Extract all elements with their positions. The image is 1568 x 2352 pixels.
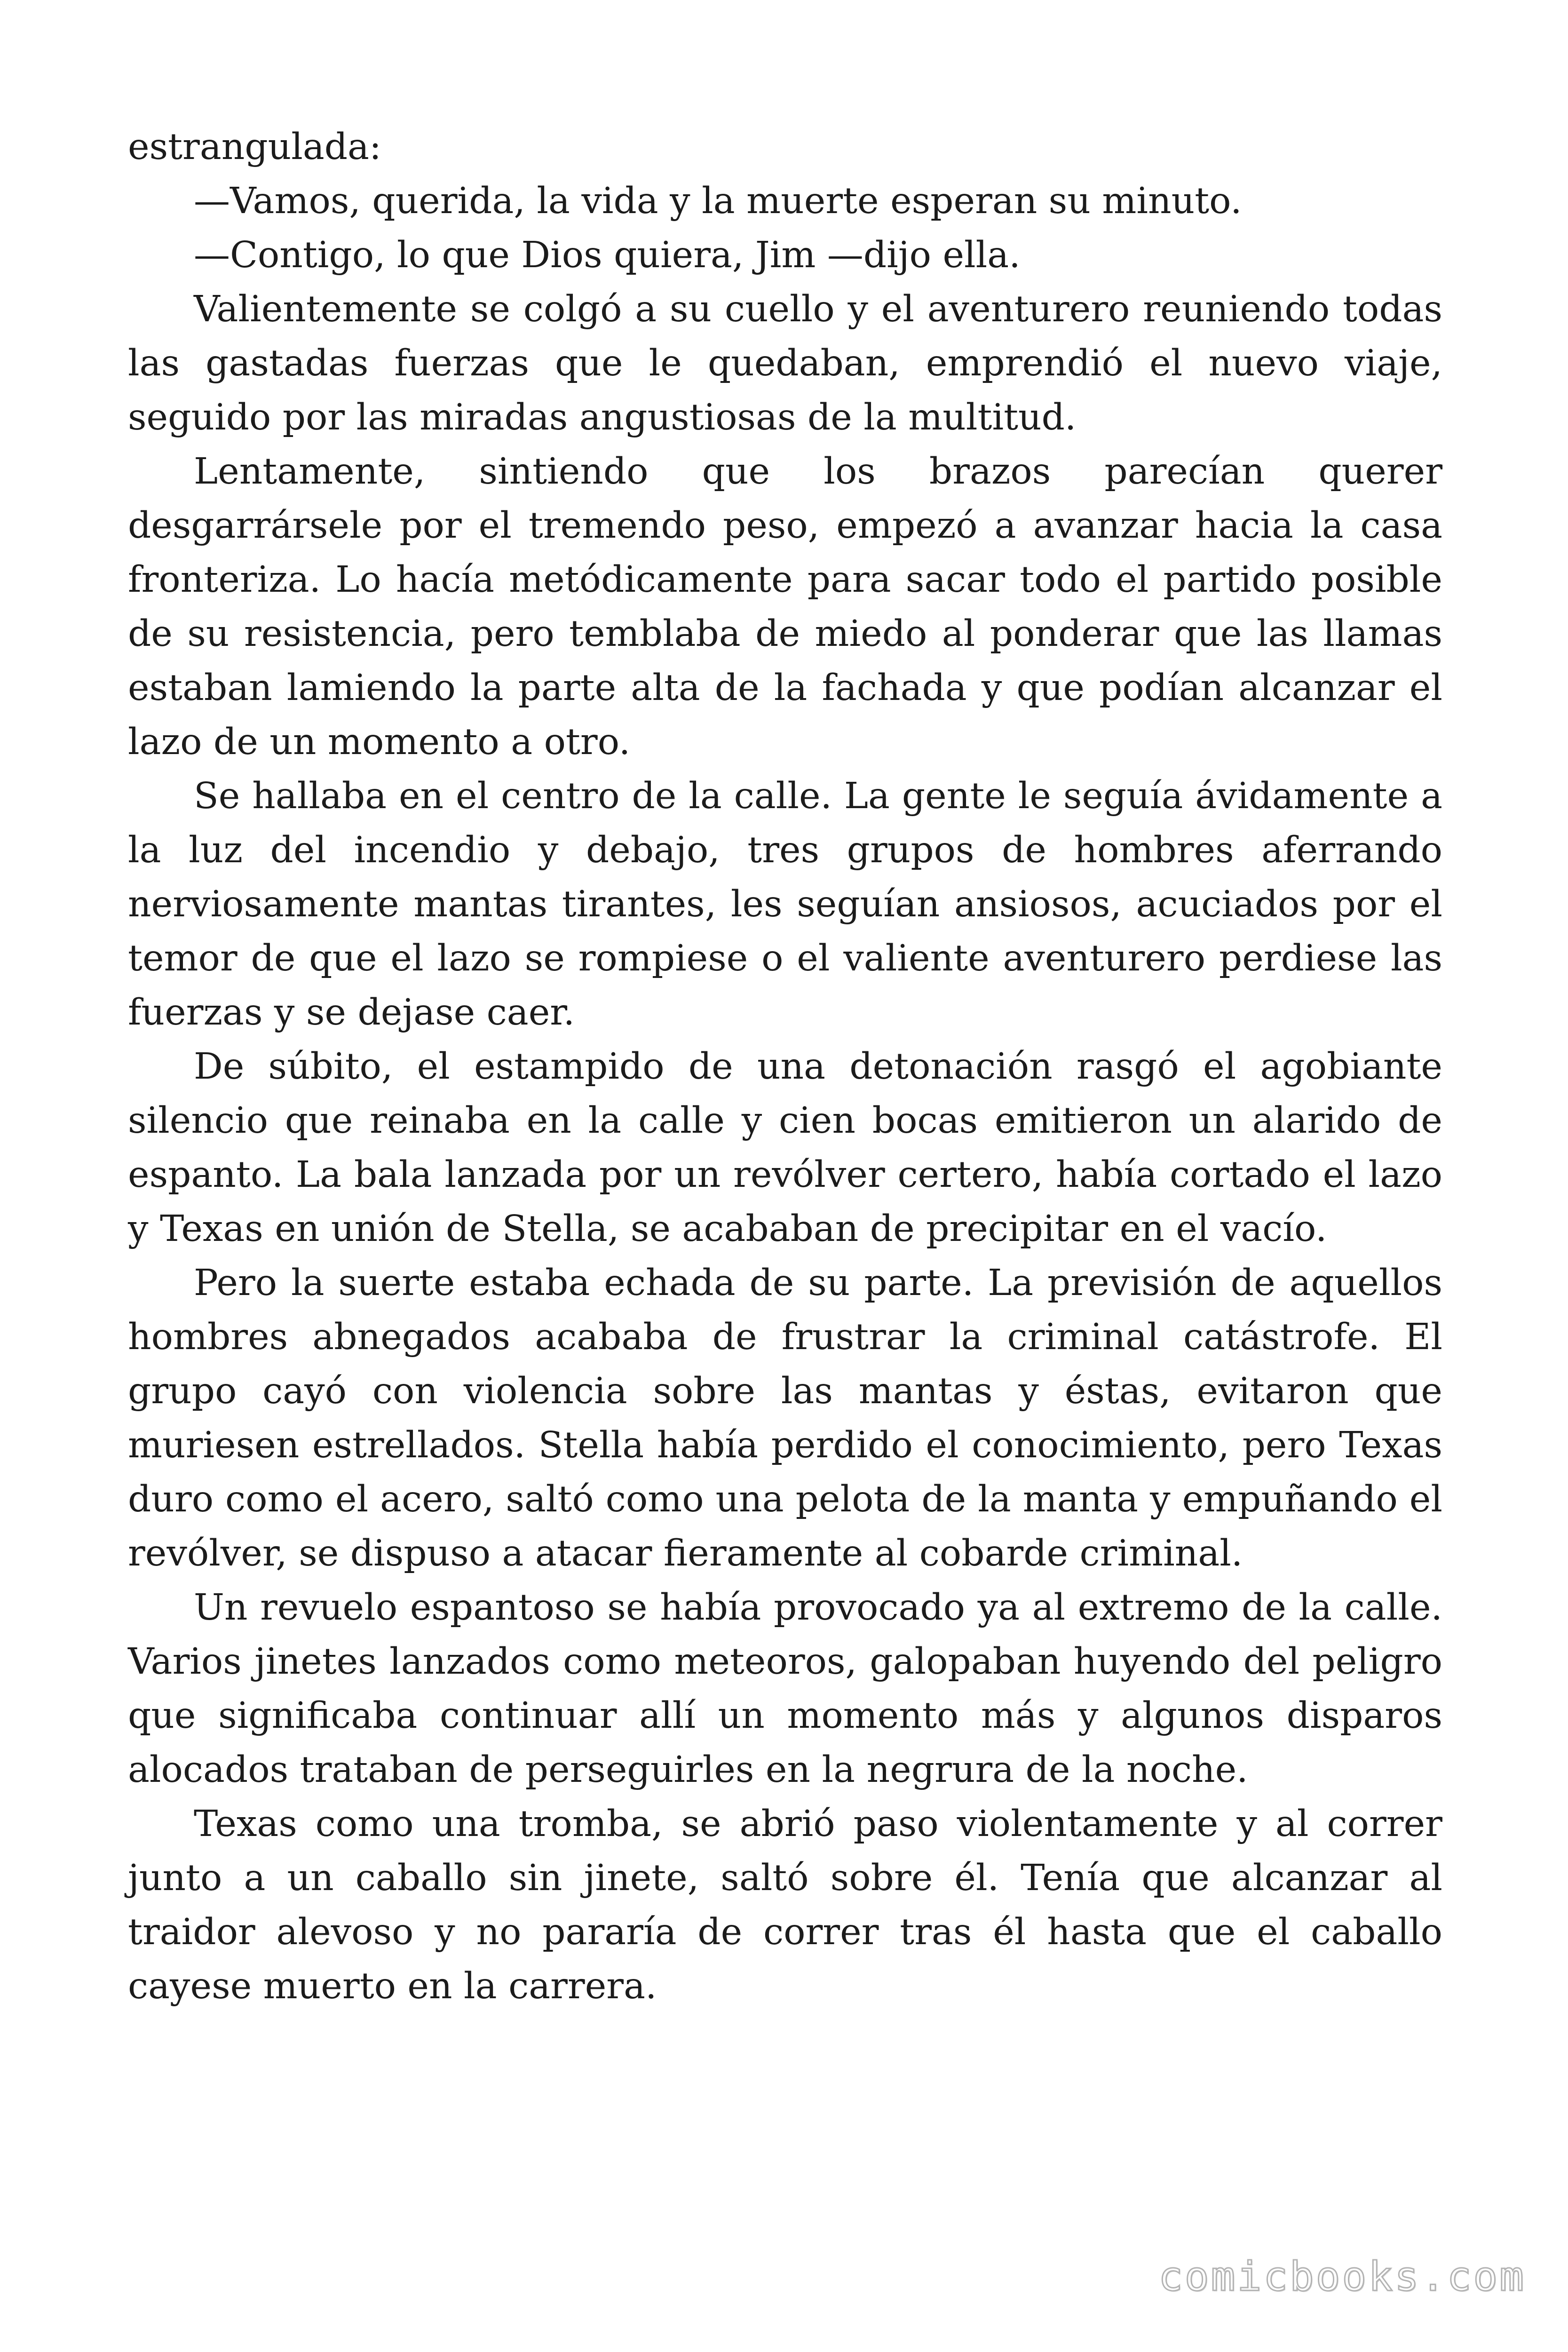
paragraph: Valientemente se colgó a su cuello y el aventurero reuniendo todas las gastadas fuerzas que le quedaban, emprendió el nuevo viaje, seguido por las miradas angustiosas de la multitud. — [128, 288, 1442, 438]
paragraph: Un revuelo espantoso se había provocado ya al extremo de la calle. Varios jinetes lanzados como meteoros, galopaban huyendo del peligro que significaba continuar allí un momento más y algunos disparos alocados trataban de perseguirles en la negrura de la noche. — [128, 1587, 1442, 1791]
watermark: comicbooks.com — [1158, 2253, 1526, 2300]
paragraph: estrangulada: — [128, 126, 381, 168]
body-text — [128, 120, 1442, 2013]
paragraph: —Contigo, lo que Dios quiera, Jim —dijo ella. — [194, 234, 1021, 276]
paragraph: De súbito, el estampido de una detonación rasgó el agobiante silencio que reinaba en la calle y cien bocas emitieron un alarido de espanto. La bala lanzada por un revólver certero, había cortado el lazo y Texas en unión de Stella, se acababan de precipitar en el vacío. — [128, 1046, 1442, 1250]
paragraph: —Vamos, querida, la vida y la muerte esperan su minuto. — [194, 180, 1242, 222]
paragraph: Se hallaba en el centro de la calle. La gente le seguía ávidamente a la luz del incendio y debajo, tres grupos de hombres aferrando nerviosamente mantas tirantes, les seguían ansiosos, acuciados por el temor de que el lazo se rompiese o el valiente aventurero perdiese las fuerzas y se dejase caer. — [128, 775, 1442, 1033]
paragraph: Texas como una tromba, se abrió paso violentamente y al correr junto a un caballo sin jinete, saltó sobre él. Tenía que alcanzar al traidor alevoso y no pararía de correr tras él hasta que el caballo cayese muerto en la carrera. — [128, 1803, 1442, 2007]
paragraph: Lentamente, sintiendo que los brazos parecían querer desgarrársele por el tremendo peso, empezó a avanzar hacia la casa fronteriza. Lo hacía metódicamente para sacar todo el partido posible de su resistencia, pero temblaba de miedo al ponderar que las llamas estaban lamiendo la parte alta de la fachada y que podían alcanzar el lazo de un momento a otro. — [128, 451, 1442, 763]
paragraph: Pero la suerte estaba echada de su parte. La previsión de aquellos hombres abnegados acababa de frustrar la criminal catástrofe. El grupo cayó con violencia sobre las mantas y éstas, evitaron que muriesen estrellados. Stella había perdido el conocimiento, pero Texas duro como el acero, saltó como una pelota de la manta y empuñando el revólver, se dispuso a atacar fieramente al cobarde criminal. — [128, 1262, 1442, 1574]
